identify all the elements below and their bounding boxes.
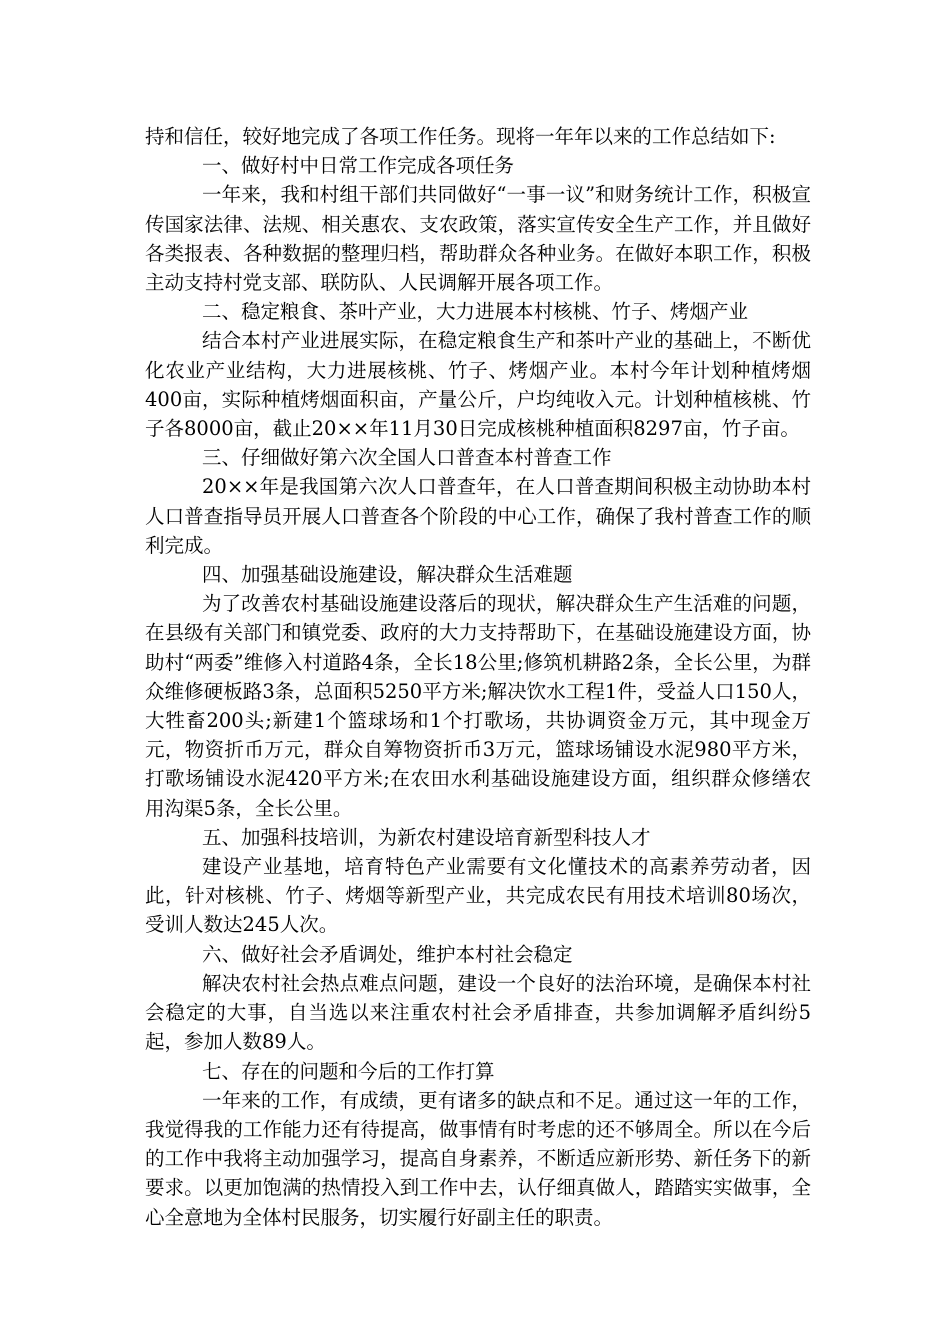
section-heading-3: 三、仔细做好第六次全国人口普查本村普查工作 <box>202 446 612 470</box>
document-page <box>145 122 811 1232</box>
section-heading-7: 七、存在的问题和今后的工作打算 <box>202 1059 495 1083</box>
section-heading-4: 四、加强基础设施建设，解决群众生活难题 <box>202 563 573 587</box>
section-body-2: 结合本村产业进展实际，在稳定粮食生产和茶叶产业的基础上，不断优化农业产业结构，大力进展核桃、竹子、烤烟产业。本村今年计划种植烤烟400亩，实际种植烤烟面积亩，产量公斤，户均纯收入元。计划种植核桃、竹子各8000亩，截止20××年11月30日完成核桃种植面积8297亩，竹子亩。 <box>145 329 811 441</box>
section-heading-6: 六、做好社会矛盾调处，维护本村社会稳定 <box>202 942 573 966</box>
section-body-3: 20××年是我国第六次人口普查年，在人口普查期间积极主动协助本村人口普查指导员开展人口普查各个阶段的中心工作，确保了我村普查工作的顺利完成。 <box>145 475 811 557</box>
section-heading-2: 二、稳定粮食、茶叶产业，大力进展本村核桃、竹子、烤烟产业 <box>202 300 749 324</box>
section-heading-1: 一、做好村中日常工作完成各项任务 <box>202 154 515 178</box>
section-body-6: 解决农村社会热点难点问题，建设一个良好的法治环境，是确保本村社会稳定的大事，自当选以来注重农村社会矛盾排查，共参加调解矛盾纠纷5起，参加人数89人。 <box>145 971 811 1054</box>
section-body-1: 一年来，我和村组干部们共同做好“一事一议”和财务统计工作，积极宣传国家法律、法规、相关惠农、支农政策，落实宣传安全生产工作，并且做好各类报表、各种数据的整理归档，帮助群众各种业务。在做好本职工作，积极主动支持村党支部、联防队、人民调解开展各项工作。 <box>145 183 811 295</box>
section-body-7: 一年来的工作，有成绩，更有诸多的缺点和不足。通过这一年的工作，我觉得我的工作能力还有待提高，做事情有时考虑的还不够周全。所以在今后的工作中我将主动加强学习，提高自身素养，不断适应新形势、新任务下的新要求。以更加饱满的热情投入到工作中去，认仔细真做人，踏踏实实做事，全心全意地为全体村民服务，切实履行好副主任的职责。 <box>145 1088 811 1229</box>
section-body-5: 建设产业基地，培育特色产业需要有文化懂技术的高素养劳动者，因此，针对核桃、竹子、烤烟等新型产业，共完成农民有用技术培训80场次，受训人数达245人次。 <box>145 855 811 937</box>
section-heading-5: 五、加强科技培训，为新农村建设培育新型科技人才 <box>202 825 651 849</box>
paragraph-intro: 持和信任，较好地完成了各项工作任务。现将一年年以来的工作总结如下: <box>145 125 776 148</box>
section-body-4: 为了改善农村基础设施建设落后的现状，解决群众生产生活难的问题，在县级有关部门和镇党委、政府的大力支持帮助下，在基础设施建设方面，协助村“两委”维修入村道路4条，全长18公里;修筑机耕路2条，全长公里，为群众维修硬板路3条，总面积5250平方米;解决饮水工程1件，受益人口150人，大牲畜200头;新建1个篮球场和1个打歌场，共协调资金万元，其中现金万元，物资折币万元，群众自筹物资折币3万元，篮球场铺设水泥980平方米，打歌场铺设水泥420平方米;在农田水利基础设施建设方面，组织群众修缮农用沟渠5条，全长公里。 <box>145 592 811 820</box>
